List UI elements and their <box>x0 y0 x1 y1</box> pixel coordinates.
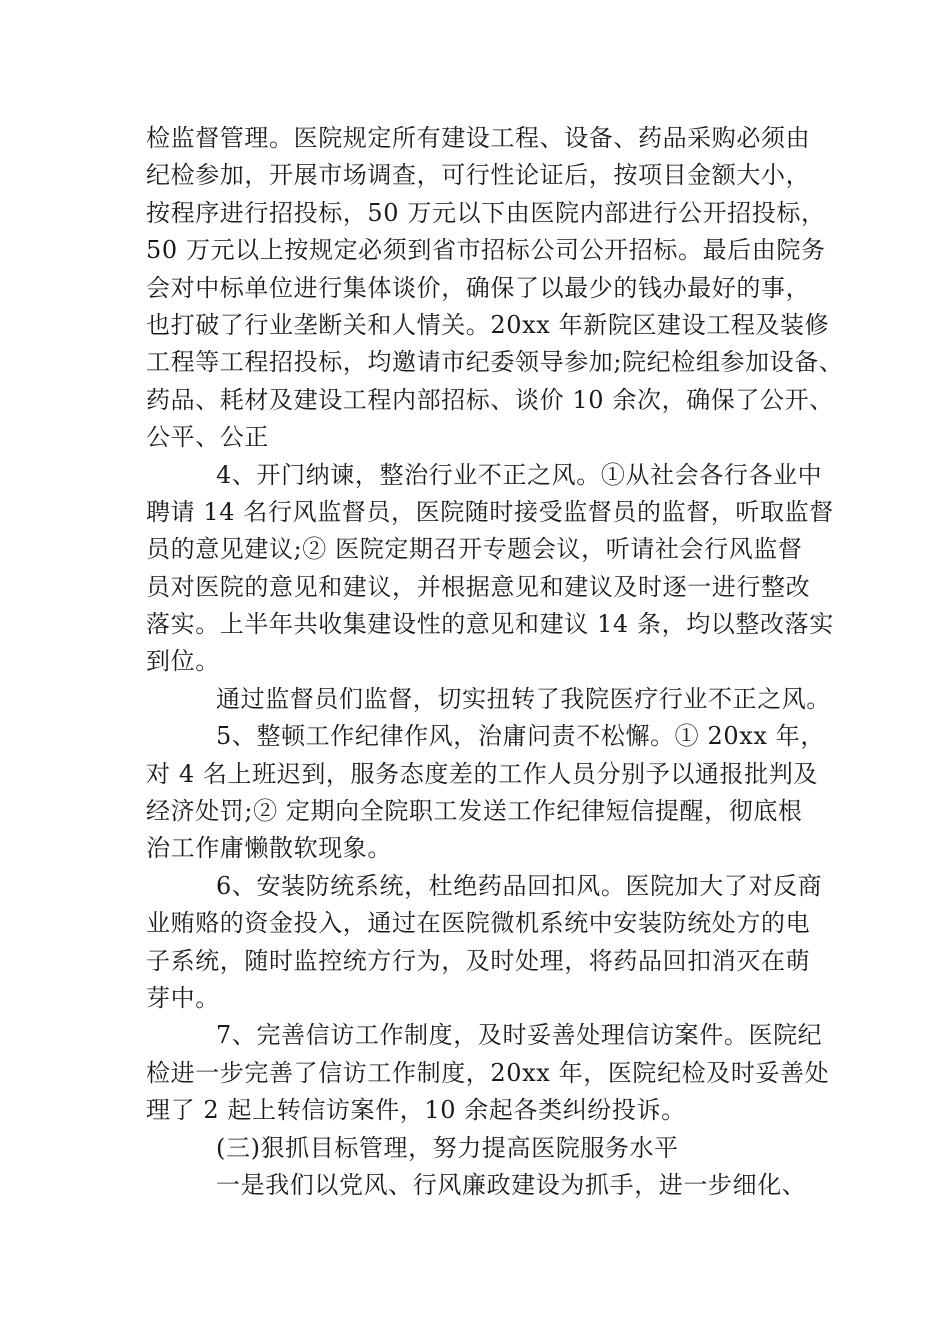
text-line: 员的意见建议;② 医院定期召开专题会议，听请社会行风监督 <box>146 535 803 564</box>
text-line: 公平、公正 <box>146 423 269 452</box>
text-line: 对 4 名上班迟到，服务态度差的工作人员分别予以通报批判及 <box>146 759 818 788</box>
text-line: 纪检参加，开展市场调查，可行性论证后，按项目金额大小， <box>146 161 811 190</box>
text-line: 50 万元以上按规定必须到省市招标公司公开招标。最后由院务 <box>146 236 826 265</box>
text-line: 按程序进行招投标，50 万元以下由医院内部进行公开招投标， <box>146 198 826 227</box>
text-line: 子系统，随时监控统方行为，及时处理，将药品回扣消灭在萌 <box>146 946 811 975</box>
text-line: 理了 2 起上转信访案件，10 余起各类纠纷投诉。 <box>146 1096 686 1125</box>
text-line: 通过监督员们监督，切实扭转了我院医疗行业不正之风。 <box>216 684 831 713</box>
text-line: 检进一步完善了信访工作制度，20xx 年，医院纪检及时妥善处 <box>146 1058 830 1087</box>
text-line: 业贿赂的资金投入，通过在医院微机系统中安装防统处方的电 <box>146 909 811 938</box>
text-line: 员对医院的意见和建议，并根据意见和建议及时逐一进行整改 <box>146 572 811 601</box>
text-line: 到位。 <box>146 647 220 676</box>
text-line: 药品、耗材及建设工程内部招标、谈价 10 余次，确保了公开、 <box>146 385 834 414</box>
text-line: 一是我们以党风、行风廉政建设为抓手，进一步细化、 <box>216 1170 807 1199</box>
text-line: 检监督管理。医院规定所有建设工程、设备、药品采购必须由 <box>146 124 811 152</box>
text-line: 芽中。 <box>146 983 220 1012</box>
text-line: 5、整顿工作纪律作风，治庸问责不松懈。① 20xx 年， <box>216 722 825 751</box>
text-line: 治工作庸懒散软现象。 <box>146 834 392 863</box>
text-line: 会对中标单位进行集体谈价，确保了以最少的钱办最好的事， <box>146 273 811 302</box>
text-line: 工程等工程招投标，均邀请市纪委领导参加;院纪检组参加设备、 <box>146 348 844 377</box>
text-line: (三)狠抓目标管理，努力提高医院服务水平 <box>216 1133 679 1162</box>
text-line: 聘请 14 名行风监督员，医院随时接受监督员的监督，听取监督 <box>146 497 834 526</box>
text-line: 4、开门纳谏，整治行业不正之风。①从社会各行各业中 <box>216 460 823 489</box>
text-line: 经济处罚;② 定期向全院职工发送工作纪律短信提醒，彻底根 <box>146 797 803 826</box>
text-line: 也打破了行业垄断关和人情关。20xx 年新院区建设工程及装修 <box>146 310 830 339</box>
body-text <box>146 120 906 1204</box>
text-line: 7、完善信访工作制度，及时妥善处理信访案件。医院纪 <box>216 1021 823 1050</box>
text-line: 落实。上半年共收集建设性的意见和建议 14 条，均以整改落实 <box>146 610 834 639</box>
text-line: 6、安装防统系统，杜绝药品回扣风。医院加大了对反商 <box>216 871 823 900</box>
